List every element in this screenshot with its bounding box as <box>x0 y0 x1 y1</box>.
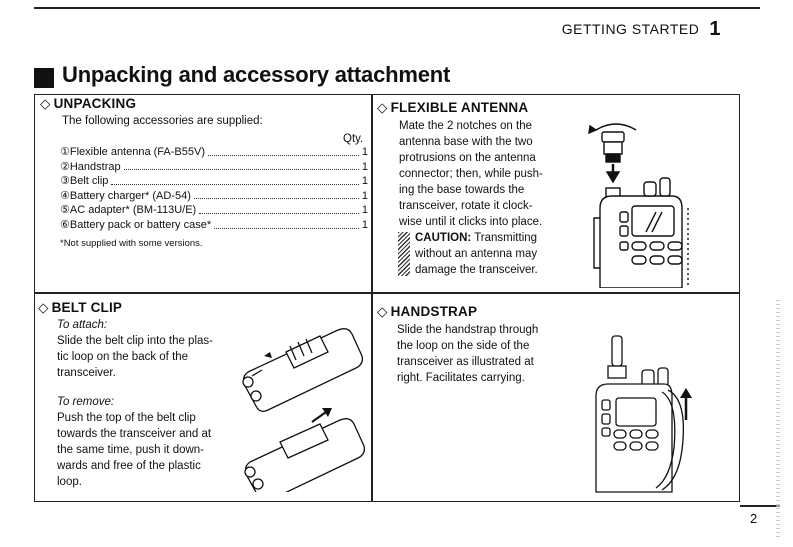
list-item: ③Belt clip 1 <box>60 175 368 188</box>
footer-rule <box>740 505 780 507</box>
handstrap-illustration <box>578 330 708 498</box>
header-section: GETTING STARTED <box>561 21 700 37</box>
diamond-icon: ◇ <box>377 304 388 319</box>
remove-instructions: Push the top of the belt clip towards the transceiver and at the same time, push it down- wards and free of the plastic loop. <box>57 412 212 488</box>
diamond-icon: ◇ <box>377 100 388 115</box>
grid-divider-horizontal <box>34 292 740 294</box>
page-number: 2 <box>750 511 758 526</box>
list-item: ④Battery charger* (AD-54) 1 <box>60 189 368 202</box>
antenna-illustration <box>578 108 738 288</box>
caution-hatch-icon <box>398 232 410 276</box>
antenna-heading: ◇ FLEXIBLE ANTENNA <box>377 100 529 115</box>
antenna-instructions: Mate the 2 notches on the antenna base with the two protrusions on the antenna connector; then, while push- ing the base towards the transceiver, rotate it clock- wise until it clicks into place. <box>399 120 543 228</box>
list-item: ⑥Battery pack or battery case* 1 <box>60 218 368 231</box>
handstrap-instructions: Slide the handstrap through the loop on the side of the transceiver as illustrated at right. Facilitates carrying. <box>397 324 539 384</box>
header-chapter-number: 1 <box>709 18 721 40</box>
attach-label: To attach: <box>57 319 108 331</box>
diamond-icon: ◇ <box>40 96 51 111</box>
handstrap-heading: ◇ HANDSTRAP <box>377 304 478 319</box>
rotate-arrow-icon <box>596 124 636 130</box>
list-item: ⑤AC adapter* (BM-113U/E) 1 <box>60 204 368 217</box>
scan-edge <box>776 300 780 540</box>
caution-box: CAUTION: Transmitting without an antenna may damage the transceiver. <box>398 230 563 278</box>
header-rule <box>34 7 760 9</box>
remove-label: To remove: <box>57 396 115 408</box>
attach-instructions: Slide the belt clip into the plas- tic loop on the back of the transceiver. <box>57 335 213 379</box>
beltclip-illustration <box>234 312 366 492</box>
beltclip-heading: ◇ BELT CLIP <box>38 300 123 315</box>
running-header <box>562 18 721 41</box>
unpacking-heading: ◇ UNPACKING <box>40 96 137 111</box>
accessory-list <box>60 145 368 233</box>
list-item: ②Handstrap 1 <box>60 160 368 173</box>
qty-label: Qty. <box>343 133 364 145</box>
unpacking-intro: The following accessories are supplied: <box>62 115 263 127</box>
title-square-icon <box>34 68 54 88</box>
supply-note: *Not supplied with some versions. <box>60 238 203 249</box>
grid-divider-vertical <box>371 94 373 502</box>
list-item: ①Flexible antenna (FA-B55V) 1 <box>60 146 368 158</box>
diamond-icon: ◇ <box>38 300 49 315</box>
page-title: Unpacking and accessory attachment <box>62 62 451 87</box>
